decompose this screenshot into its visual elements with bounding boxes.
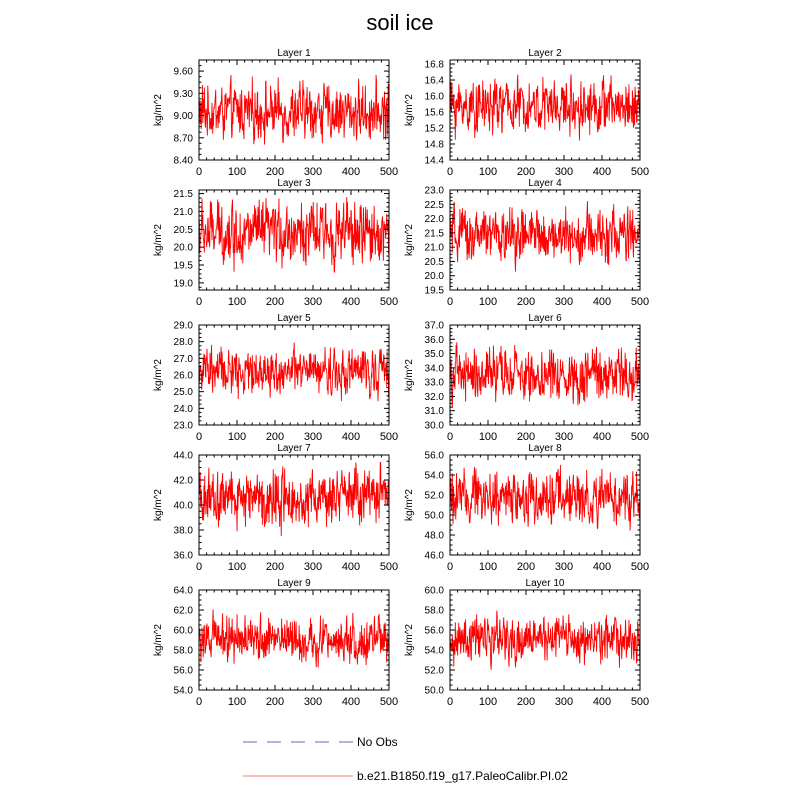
y-tick-label: 58.0	[173, 645, 193, 657]
x-tick-label: 400	[592, 431, 612, 443]
y-tick-label: 54.0	[173, 685, 193, 697]
y-tick-label: 20.5	[173, 224, 193, 236]
x-tick-label: 100	[478, 696, 498, 708]
x-tick-label: 400	[341, 296, 361, 308]
y-tick-label: 56.0	[173, 665, 193, 677]
y-axis-label: kg/m^2	[153, 489, 164, 521]
x-tick-label: 200	[516, 296, 536, 308]
x-tick-label: 200	[516, 561, 536, 573]
x-tick-label: 100	[227, 431, 247, 443]
y-tick-label: 9.30	[173, 88, 193, 100]
panel-title: Layer 9	[277, 578, 311, 589]
x-tick-label: 400	[592, 166, 612, 178]
y-tick-label: 16.8	[424, 59, 444, 71]
x-tick-label: 200	[265, 431, 285, 443]
x-tick-label: 500	[630, 166, 650, 178]
x-tick-label: 0	[195, 166, 203, 178]
x-tick-label: 0	[195, 296, 203, 308]
y-tick-label: 56.0	[424, 625, 444, 637]
y-tick-label: 19.0	[173, 278, 193, 290]
y-tick-label: 30.0	[424, 420, 444, 432]
y-tick-label: 48.0	[424, 530, 444, 542]
x-tick-label: 100	[478, 561, 498, 573]
x-tick-label: 0	[195, 696, 203, 708]
y-tick-label: 25.0	[173, 387, 193, 399]
x-tick-label: 200	[265, 166, 285, 178]
y-tick-label: 26.0	[173, 370, 193, 382]
x-tick-label: 100	[227, 561, 247, 573]
y-tick-label: 32.0	[424, 391, 444, 403]
y-tick-label: 33.0	[424, 377, 444, 389]
y-tick-label: 9.00	[173, 111, 193, 123]
y-tick-label: 31.0	[424, 406, 444, 418]
x-tick-label: 0	[446, 166, 454, 178]
x-tick-label: 500	[379, 696, 399, 708]
y-axis-label: kg/m^2	[153, 624, 164, 656]
y-axis-label: kg/m^2	[404, 489, 415, 521]
panel-layer-3	[153, 178, 398, 308]
y-tick-label: 29.0	[173, 320, 193, 332]
y-tick-label: 20.0	[424, 271, 444, 283]
y-tick-label: 28.0	[173, 337, 193, 349]
x-tick-label: 0	[446, 561, 454, 573]
y-tick-label: 14.8	[424, 139, 444, 151]
x-tick-label: 200	[265, 696, 285, 708]
x-tick-label: 0	[446, 431, 454, 443]
y-tick-label: 50.0	[424, 510, 444, 522]
y-tick-label: 22.5	[424, 199, 444, 211]
y-tick-label: 37.0	[424, 320, 444, 332]
legend-model-line	[243, 771, 363, 781]
panel-layer-8	[404, 443, 649, 573]
x-tick-label: 200	[516, 431, 536, 443]
y-tick-label: 19.5	[173, 260, 193, 272]
y-tick-label: 14.4	[424, 155, 444, 167]
y-tick-label: 42.0	[173, 475, 193, 487]
y-tick-label: 54.0	[424, 470, 444, 482]
y-tick-label: 21.0	[173, 206, 193, 218]
x-tick-label: 0	[195, 561, 203, 573]
x-tick-label: 300	[303, 431, 323, 443]
x-tick-label: 400	[341, 696, 361, 708]
y-tick-label: 46.0	[424, 550, 444, 562]
x-tick-label: 500	[630, 431, 650, 443]
x-tick-label: 100	[478, 431, 498, 443]
x-tick-label: 500	[379, 561, 399, 573]
x-tick-label: 200	[265, 561, 285, 573]
figure-title: soil ice	[366, 10, 434, 35]
y-tick-label: 24.0	[173, 403, 193, 415]
y-tick-label: 50.0	[424, 685, 444, 697]
x-tick-label: 500	[379, 296, 399, 308]
y-tick-label: 60.0	[424, 585, 444, 597]
y-axis-label: kg/m^2	[404, 359, 415, 391]
series-line-layer-5	[199, 343, 389, 402]
y-tick-label: 52.0	[424, 490, 444, 502]
x-tick-label: 500	[630, 696, 650, 708]
series-line-layer-8	[450, 465, 640, 530]
x-tick-label: 300	[554, 696, 574, 708]
x-tick-label: 0	[446, 296, 454, 308]
panel-title: Layer 8	[528, 443, 562, 454]
panel-title: Layer 5	[277, 313, 311, 324]
y-tick-label: 21.5	[424, 228, 444, 240]
y-axis-label: kg/m^2	[404, 94, 415, 126]
x-tick-label: 300	[554, 166, 574, 178]
x-tick-label: 300	[554, 561, 574, 573]
y-tick-label: 60.0	[173, 625, 193, 637]
panel-layer-6	[404, 313, 649, 443]
panel-layer-10	[404, 578, 649, 708]
x-tick-label: 400	[341, 561, 361, 573]
y-tick-label: 38.0	[173, 525, 193, 537]
y-tick-label: 35.0	[424, 349, 444, 361]
y-tick-label: 23.0	[424, 185, 444, 197]
x-tick-label: 300	[303, 561, 323, 573]
plot-frame	[450, 455, 640, 555]
x-tick-label: 400	[592, 561, 612, 573]
panel-layer-1	[153, 48, 398, 178]
y-tick-label: 34.0	[424, 363, 444, 375]
y-tick-label: 52.0	[424, 665, 444, 677]
y-tick-label: 62.0	[173, 605, 193, 617]
x-tick-label: 200	[265, 296, 285, 308]
x-tick-label: 400	[341, 166, 361, 178]
panel-title: Layer 2	[528, 48, 562, 59]
plot-frame	[199, 60, 389, 160]
x-tick-label: 200	[516, 696, 536, 708]
legend-no-obs-line	[243, 737, 363, 747]
y-tick-label: 44.0	[173, 450, 193, 462]
x-tick-label: 0	[195, 431, 203, 443]
x-tick-label: 500	[630, 296, 650, 308]
y-tick-label: 20.0	[173, 242, 193, 254]
panel-layer-9	[153, 578, 398, 708]
y-tick-label: 56.0	[424, 450, 444, 462]
x-tick-label: 100	[478, 296, 498, 308]
x-tick-label: 400	[592, 296, 612, 308]
y-tick-label: 58.0	[424, 605, 444, 617]
series-line-layer-1	[199, 75, 389, 145]
panel-title: Layer 6	[528, 313, 562, 324]
x-tick-label: 300	[303, 166, 323, 178]
x-tick-label: 100	[227, 166, 247, 178]
y-tick-label: 54.0	[424, 645, 444, 657]
panel-title: Layer 3	[277, 178, 311, 189]
series-line-layer-4	[450, 201, 640, 271]
y-tick-label: 19.5	[424, 285, 444, 297]
y-tick-label: 40.0	[173, 500, 193, 512]
panel-layer-4	[404, 178, 649, 308]
y-tick-label: 16.0	[424, 91, 444, 103]
panel-layer-5	[153, 313, 398, 443]
x-tick-label: 500	[379, 431, 399, 443]
x-tick-label: 100	[478, 166, 498, 178]
y-tick-label: 64.0	[173, 585, 193, 597]
x-tick-label: 500	[379, 166, 399, 178]
y-tick-label: 21.0	[424, 242, 444, 254]
panel-title: Layer 4	[528, 178, 562, 189]
x-tick-label: 300	[554, 431, 574, 443]
y-tick-label: 36.0	[173, 550, 193, 562]
y-tick-label: 9.60	[173, 66, 193, 78]
y-axis-label: kg/m^2	[153, 94, 164, 126]
x-tick-label: 500	[630, 561, 650, 573]
series-line-layer-2	[450, 74, 640, 140]
y-tick-label: 8.70	[173, 133, 193, 145]
y-tick-label: 22.0	[424, 214, 444, 226]
panel-title: Layer 7	[277, 443, 311, 454]
y-tick-label: 36.0	[424, 334, 444, 346]
y-tick-label: 15.6	[424, 107, 444, 119]
y-tick-label: 8.40	[173, 155, 193, 167]
panel-layer-2	[404, 48, 649, 178]
x-tick-label: 400	[341, 431, 361, 443]
series-line-layer-7	[199, 463, 389, 537]
series-line-layer-10	[450, 611, 640, 670]
y-tick-label: 16.4	[424, 75, 444, 87]
panel-title: Layer 1	[277, 48, 311, 59]
x-tick-label: 100	[227, 696, 247, 708]
x-tick-label: 0	[446, 696, 454, 708]
panel-layer-7	[153, 443, 398, 573]
series-line-layer-3	[199, 197, 389, 272]
y-tick-label: 21.5	[173, 189, 193, 201]
x-tick-label: 300	[554, 296, 574, 308]
x-tick-label: 400	[592, 696, 612, 708]
y-tick-label: 20.5	[424, 256, 444, 268]
x-tick-label: 300	[303, 296, 323, 308]
y-axis-label: kg/m^2	[153, 359, 164, 391]
legend-model-label: b.e21.B1850.f19_g17.PaleoCalibr.PI.02	[357, 769, 568, 783]
y-axis-label: kg/m^2	[404, 624, 415, 656]
panel-title: Layer 10	[525, 578, 565, 589]
series-line-layer-6	[450, 342, 640, 408]
y-axis-label: kg/m^2	[404, 224, 415, 256]
x-tick-label: 200	[516, 166, 536, 178]
x-tick-label: 100	[227, 296, 247, 308]
y-tick-label: 15.2	[424, 123, 444, 135]
legend-no-obs-label: No Obs	[357, 735, 398, 749]
x-tick-label: 300	[303, 696, 323, 708]
y-tick-label: 27.0	[173, 353, 193, 365]
series-line-layer-9	[199, 609, 389, 667]
y-axis-label: kg/m^2	[153, 224, 164, 256]
y-tick-label: 23.0	[173, 420, 193, 432]
